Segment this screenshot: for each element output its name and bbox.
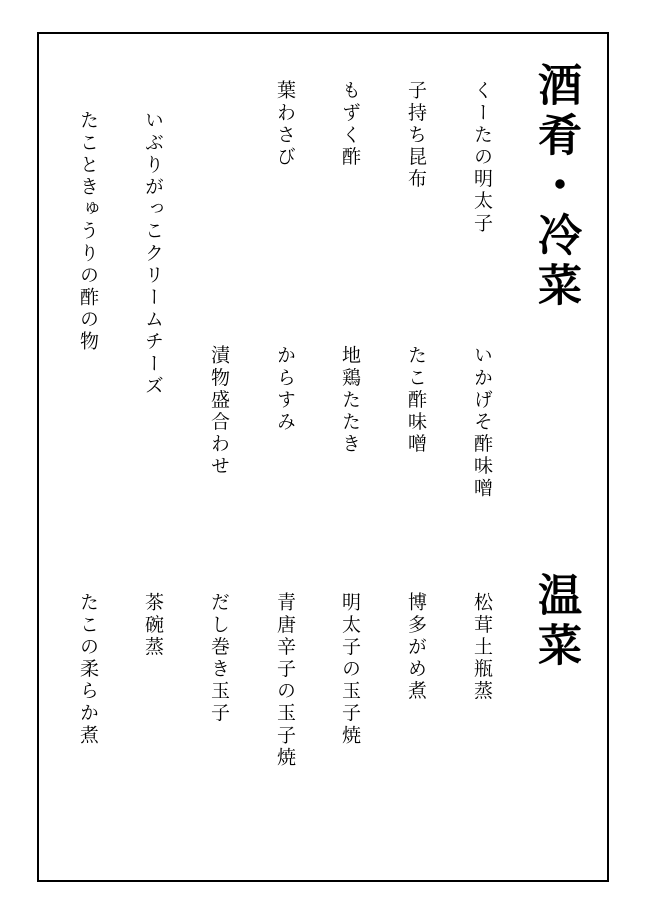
menu-item: いぶりがっこクリームチーズ — [142, 110, 164, 398]
menu-item: 子持ち昆布 — [405, 80, 427, 191]
section-title-cold-dishes: 酒肴・冷菜 — [530, 62, 581, 312]
menu-item: 博多がめ煮 — [405, 592, 427, 703]
menu-item: くーたの明太子 — [471, 80, 493, 235]
menu-item: たこときゅうりの酢の物 — [77, 110, 99, 354]
section-title-hot-dishes: 温菜 — [530, 572, 581, 672]
menu-item: たこの柔らか煮 — [77, 592, 99, 747]
menu-item: 葉わさび — [274, 80, 296, 169]
menu-item: もずく酢 — [339, 80, 361, 169]
menu-item: だし巻き玉子 — [208, 592, 230, 725]
menu-item: たこ酢味噌 — [405, 345, 427, 456]
menu-item: 青唐辛子の玉子焼 — [274, 592, 296, 769]
menu-item: いかげそ酢味噌 — [471, 345, 493, 500]
menu-item: 地鶏たたき — [339, 345, 361, 456]
menu-border — [37, 32, 609, 882]
menu-item: 明太子の玉子焼 — [339, 592, 361, 747]
menu-item: 漬物盛合わせ — [208, 345, 230, 478]
menu-item: 茶碗蒸 — [142, 592, 164, 659]
menu-item: からすみ — [274, 345, 296, 434]
menu-item: 松茸土瓶蒸 — [471, 592, 493, 703]
